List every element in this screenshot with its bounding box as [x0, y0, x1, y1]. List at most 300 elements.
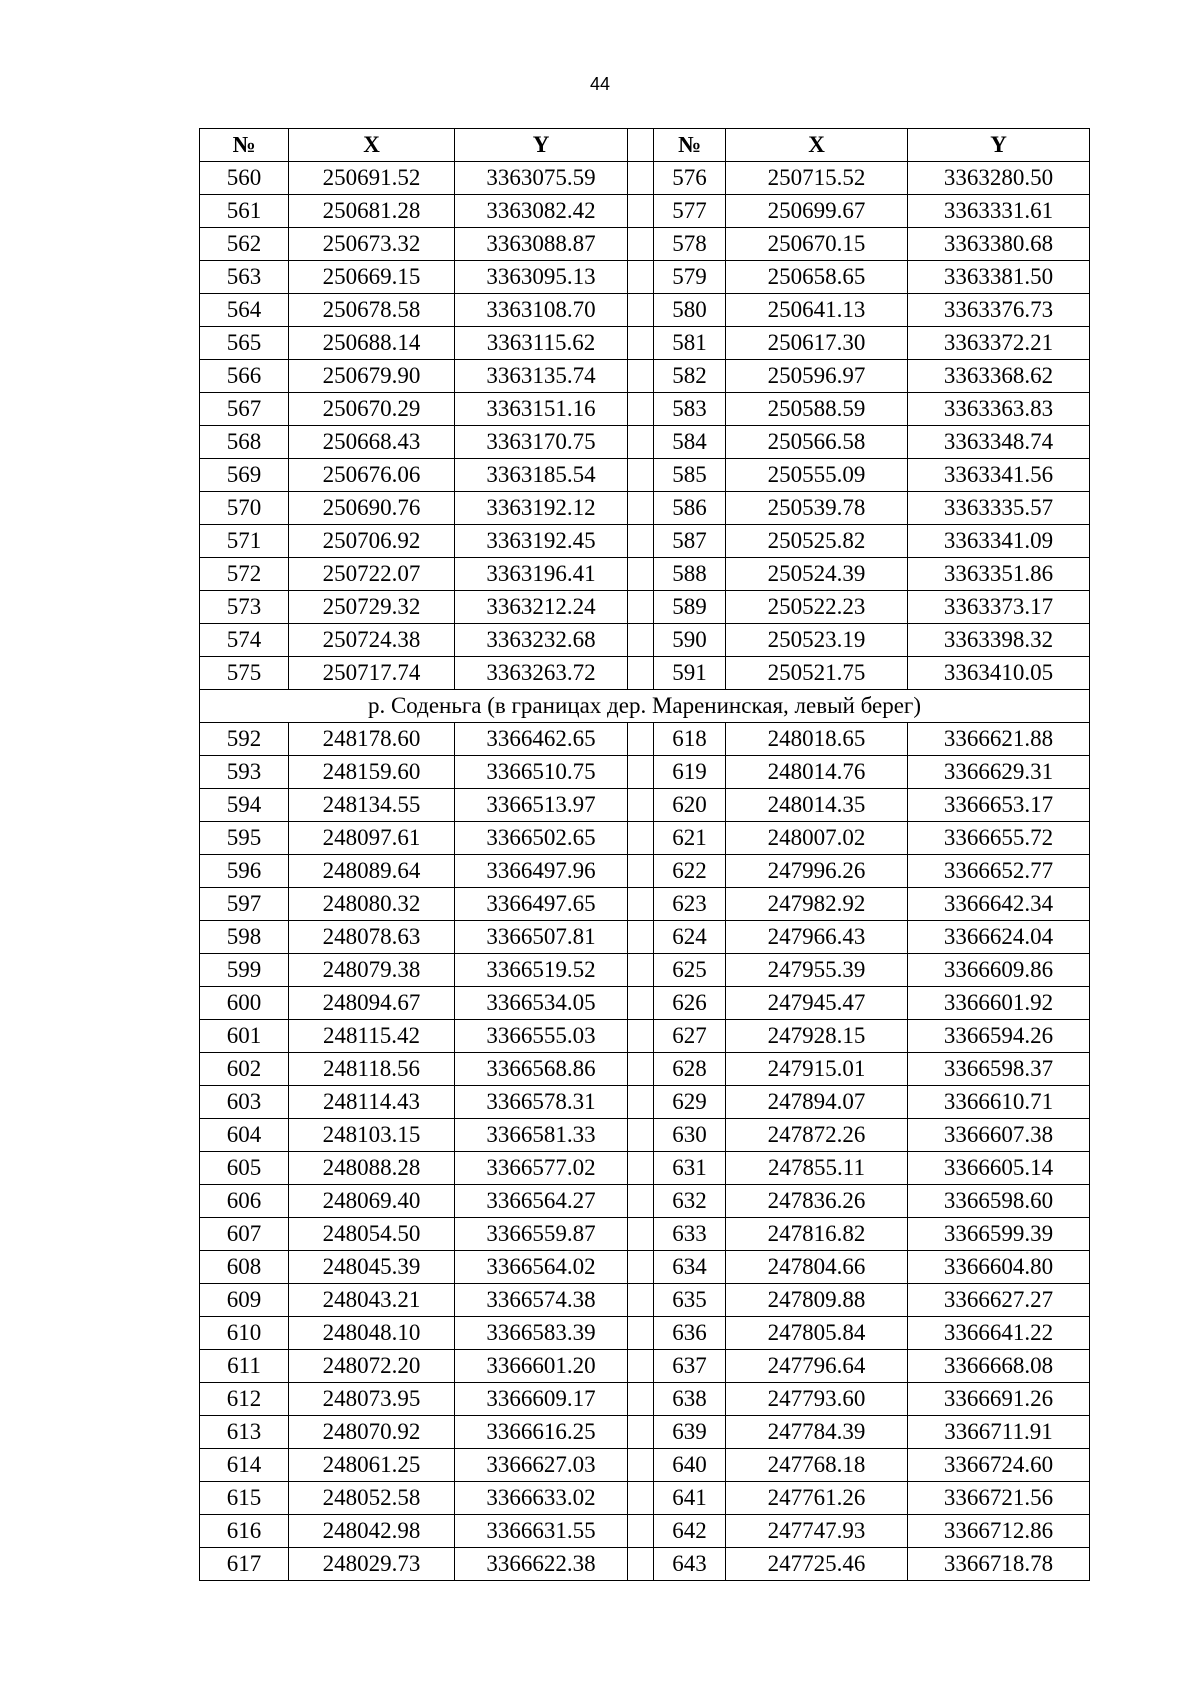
column-separator	[628, 987, 654, 1020]
cell-x-right: 250699.67	[726, 195, 908, 228]
cell-y-right: 3366598.60	[908, 1185, 1090, 1218]
cell-num-left: 616	[200, 1515, 289, 1548]
cell-y-right: 3363373.17	[908, 591, 1090, 624]
cell-x-right: 250523.19	[726, 624, 908, 657]
cell-num-left: 593	[200, 756, 289, 789]
cell-y-right: 3366627.27	[908, 1284, 1090, 1317]
cell-x-right: 247894.07	[726, 1086, 908, 1119]
cell-x-left: 248070.92	[289, 1416, 455, 1449]
cell-x-right: 248007.02	[726, 822, 908, 855]
cell-y-left: 3366564.02	[455, 1251, 628, 1284]
cell-x-left: 248159.60	[289, 756, 455, 789]
coordinates-table	[199, 128, 1090, 1581]
section-title-row	[200, 690, 1090, 723]
cell-num-left: 561	[200, 195, 289, 228]
cell-num-right: 639	[654, 1416, 726, 1449]
cell-x-left: 250681.28	[289, 195, 455, 228]
column-separator	[628, 327, 654, 360]
cell-y-left: 3363075.59	[455, 162, 628, 195]
table-row	[200, 756, 1090, 789]
cell-x-right: 250521.75	[726, 657, 908, 690]
cell-y-left: 3366497.96	[455, 855, 628, 888]
cell-y-left: 3363095.13	[455, 261, 628, 294]
column-separator	[628, 723, 654, 756]
table-row	[200, 789, 1090, 822]
column-separator	[628, 756, 654, 789]
cell-num-left: 568	[200, 426, 289, 459]
cell-x-right: 250588.59	[726, 393, 908, 426]
cell-y-left: 3363135.74	[455, 360, 628, 393]
cell-num-left: 567	[200, 393, 289, 426]
cell-num-right: 578	[654, 228, 726, 261]
column-separator	[628, 426, 654, 459]
cell-y-right: 3363363.83	[908, 393, 1090, 426]
table-row	[200, 261, 1090, 294]
column-separator	[628, 558, 654, 591]
cell-num-left: 606	[200, 1185, 289, 1218]
cell-x-left: 250673.32	[289, 228, 455, 261]
cell-num-left: 603	[200, 1086, 289, 1119]
cell-num-right: 588	[654, 558, 726, 591]
cell-num-right: 627	[654, 1020, 726, 1053]
cell-y-right: 3366609.86	[908, 954, 1090, 987]
column-separator	[628, 492, 654, 525]
cell-y-right: 3363372.21	[908, 327, 1090, 360]
table-row	[200, 822, 1090, 855]
table-row	[200, 228, 1090, 261]
column-separator	[628, 1119, 654, 1152]
cell-y-right: 3363410.05	[908, 657, 1090, 690]
cell-num-left: 602	[200, 1053, 289, 1086]
cell-x-right: 250715.52	[726, 162, 908, 195]
column-separator	[628, 195, 654, 228]
cell-x-left: 248072.20	[289, 1350, 455, 1383]
cell-x-right: 247804.66	[726, 1251, 908, 1284]
cell-y-right: 3366642.34	[908, 888, 1090, 921]
cell-x-left: 248078.63	[289, 921, 455, 954]
header-y-left: Y	[455, 129, 628, 162]
cell-x-right: 247805.84	[726, 1317, 908, 1350]
table-row	[200, 987, 1090, 1020]
table-row	[200, 393, 1090, 426]
cell-y-right: 3366668.08	[908, 1350, 1090, 1383]
cell-y-left: 3363170.75	[455, 426, 628, 459]
cell-x-left: 250722.07	[289, 558, 455, 591]
table-row	[200, 1218, 1090, 1251]
cell-num-right: 577	[654, 195, 726, 228]
cell-y-left: 3363185.54	[455, 459, 628, 492]
cell-y-left: 3366633.02	[455, 1482, 628, 1515]
cell-x-left: 248073.95	[289, 1383, 455, 1416]
cell-num-left: 612	[200, 1383, 289, 1416]
header-y-right: Y	[908, 129, 1090, 162]
cell-y-right: 3366718.78	[908, 1548, 1090, 1581]
cell-num-left: 611	[200, 1350, 289, 1383]
table-row	[200, 1482, 1090, 1515]
cell-y-left: 3363196.41	[455, 558, 628, 591]
cell-y-right: 3366594.26	[908, 1020, 1090, 1053]
cell-num-left: 607	[200, 1218, 289, 1251]
cell-num-left: 574	[200, 624, 289, 657]
column-separator	[628, 855, 654, 888]
cell-y-left: 3366568.86	[455, 1053, 628, 1086]
column-separator	[628, 393, 654, 426]
cell-num-right: 638	[654, 1383, 726, 1416]
table-row	[200, 492, 1090, 525]
cell-num-right: 631	[654, 1152, 726, 1185]
table-row	[200, 294, 1090, 327]
cell-y-left: 3366578.31	[455, 1086, 628, 1119]
column-separator	[628, 1317, 654, 1350]
table-row	[200, 888, 1090, 921]
cell-x-left: 250668.43	[289, 426, 455, 459]
cell-x-right: 250566.58	[726, 426, 908, 459]
cell-num-left: 565	[200, 327, 289, 360]
cell-x-right: 250596.97	[726, 360, 908, 393]
cell-y-left: 3366497.65	[455, 888, 628, 921]
cell-x-left: 248052.58	[289, 1482, 455, 1515]
cell-x-left: 250690.76	[289, 492, 455, 525]
cell-num-left: 575	[200, 657, 289, 690]
cell-num-right: 629	[654, 1086, 726, 1119]
cell-y-left: 3366631.55	[455, 1515, 628, 1548]
cell-x-right: 247761.26	[726, 1482, 908, 1515]
cell-x-right: 247796.64	[726, 1350, 908, 1383]
cell-num-left: 605	[200, 1152, 289, 1185]
cell-y-right: 3363376.73	[908, 294, 1090, 327]
cell-x-right: 247996.26	[726, 855, 908, 888]
cell-num-left: 604	[200, 1119, 289, 1152]
cell-y-right: 3363341.09	[908, 525, 1090, 558]
cell-x-right: 247784.39	[726, 1416, 908, 1449]
table-row	[200, 1284, 1090, 1317]
cell-num-left: 598	[200, 921, 289, 954]
cell-num-left: 594	[200, 789, 289, 822]
cell-num-right: 591	[654, 657, 726, 690]
cell-num-left: 599	[200, 954, 289, 987]
cell-y-right: 3363331.61	[908, 195, 1090, 228]
header-num-right: №	[654, 129, 726, 162]
cell-num-right: 635	[654, 1284, 726, 1317]
cell-y-right: 3363348.74	[908, 426, 1090, 459]
cell-x-right: 248014.76	[726, 756, 908, 789]
cell-y-left: 3363151.16	[455, 393, 628, 426]
table-row	[200, 1548, 1090, 1581]
column-separator	[628, 624, 654, 657]
table-row	[200, 195, 1090, 228]
cell-y-left: 3366519.52	[455, 954, 628, 987]
cell-y-left: 3366616.25	[455, 1416, 628, 1449]
cell-x-left: 248042.98	[289, 1515, 455, 1548]
cell-y-right: 3366604.80	[908, 1251, 1090, 1284]
column-separator	[628, 129, 654, 162]
cell-num-left: 613	[200, 1416, 289, 1449]
cell-y-right: 3366691.26	[908, 1383, 1090, 1416]
cell-x-right: 247747.93	[726, 1515, 908, 1548]
cell-y-right: 3366724.60	[908, 1449, 1090, 1482]
cell-x-right: 248014.35	[726, 789, 908, 822]
cell-num-right: 637	[654, 1350, 726, 1383]
column-separator	[628, 1284, 654, 1317]
cell-num-right: 590	[654, 624, 726, 657]
table-row	[200, 954, 1090, 987]
table-row	[200, 327, 1090, 360]
cell-num-left: 614	[200, 1449, 289, 1482]
cell-num-right: 628	[654, 1053, 726, 1086]
cell-y-right: 3366598.37	[908, 1053, 1090, 1086]
table-row	[200, 1152, 1090, 1185]
cell-x-left: 248045.39	[289, 1251, 455, 1284]
cell-num-right: 619	[654, 756, 726, 789]
cell-num-left: 569	[200, 459, 289, 492]
column-separator	[628, 822, 654, 855]
cell-x-left: 248115.42	[289, 1020, 455, 1053]
cell-x-right: 247836.26	[726, 1185, 908, 1218]
cell-y-right: 3366605.14	[908, 1152, 1090, 1185]
column-separator	[628, 228, 654, 261]
column-separator	[628, 921, 654, 954]
cell-y-left: 3363263.72	[455, 657, 628, 690]
cell-num-left: 610	[200, 1317, 289, 1350]
column-separator	[628, 1548, 654, 1581]
cell-y-left: 3366622.38	[455, 1548, 628, 1581]
cell-num-right: 618	[654, 723, 726, 756]
cell-y-left: 3366559.87	[455, 1218, 628, 1251]
cell-num-right: 583	[654, 393, 726, 426]
cell-x-right: 247855.11	[726, 1152, 908, 1185]
cell-num-right: 625	[654, 954, 726, 987]
cell-y-left: 3366627.03	[455, 1449, 628, 1482]
cell-x-left: 250676.06	[289, 459, 455, 492]
table-row	[200, 1416, 1090, 1449]
cell-y-right: 3363335.57	[908, 492, 1090, 525]
cell-num-left: 617	[200, 1548, 289, 1581]
column-separator	[628, 1152, 654, 1185]
cell-x-left: 250717.74	[289, 657, 455, 690]
cell-num-right: 589	[654, 591, 726, 624]
cell-y-right: 3366712.86	[908, 1515, 1090, 1548]
table-row	[200, 1317, 1090, 1350]
cell-y-left: 3366513.97	[455, 789, 628, 822]
cell-num-right: 642	[654, 1515, 726, 1548]
cell-num-right: 624	[654, 921, 726, 954]
cell-y-right: 3363341.56	[908, 459, 1090, 492]
header-x-right: X	[726, 129, 908, 162]
cell-x-left: 248054.50	[289, 1218, 455, 1251]
table-row	[200, 525, 1090, 558]
column-separator	[628, 1086, 654, 1119]
cell-y-left: 3366581.33	[455, 1119, 628, 1152]
column-separator	[628, 1383, 654, 1416]
cell-x-right: 247809.88	[726, 1284, 908, 1317]
cell-num-right: 587	[654, 525, 726, 558]
cell-x-right: 247872.26	[726, 1119, 908, 1152]
cell-num-left: 570	[200, 492, 289, 525]
cell-num-left: 571	[200, 525, 289, 558]
cell-x-left: 248079.38	[289, 954, 455, 987]
cell-x-left: 248134.55	[289, 789, 455, 822]
cell-x-left: 248048.10	[289, 1317, 455, 1350]
table-row	[200, 360, 1090, 393]
column-separator	[628, 1053, 654, 1086]
cell-num-left: 596	[200, 855, 289, 888]
cell-y-left: 3366462.65	[455, 723, 628, 756]
cell-x-right: 247793.60	[726, 1383, 908, 1416]
cell-y-right: 3363351.86	[908, 558, 1090, 591]
cell-num-left: 566	[200, 360, 289, 393]
table-row	[200, 1350, 1090, 1383]
cell-y-left: 3363192.12	[455, 492, 628, 525]
cell-x-left: 248043.21	[289, 1284, 455, 1317]
cell-x-left: 250679.90	[289, 360, 455, 393]
column-separator	[628, 888, 654, 921]
column-separator	[628, 1515, 654, 1548]
column-separator	[628, 162, 654, 195]
cell-y-left: 3366577.02	[455, 1152, 628, 1185]
cell-x-right: 250522.23	[726, 591, 908, 624]
cell-y-right: 3366610.71	[908, 1086, 1090, 1119]
cell-num-right: 643	[654, 1548, 726, 1581]
cell-y-right: 3366655.72	[908, 822, 1090, 855]
cell-num-right: 621	[654, 822, 726, 855]
cell-x-right: 250670.15	[726, 228, 908, 261]
cell-num-right: 626	[654, 987, 726, 1020]
cell-x-right: 247966.43	[726, 921, 908, 954]
cell-num-right: 633	[654, 1218, 726, 1251]
cell-y-left: 3363115.62	[455, 327, 628, 360]
cell-y-right: 3366621.88	[908, 723, 1090, 756]
cell-num-left: 609	[200, 1284, 289, 1317]
cell-num-right: 634	[654, 1251, 726, 1284]
column-separator	[628, 657, 654, 690]
cell-y-left: 3366601.20	[455, 1350, 628, 1383]
cell-num-right: 582	[654, 360, 726, 393]
cell-x-left: 248094.67	[289, 987, 455, 1020]
cell-y-left: 3366555.03	[455, 1020, 628, 1053]
cell-num-right: 580	[654, 294, 726, 327]
cell-num-right: 636	[654, 1317, 726, 1350]
table-row	[200, 1086, 1090, 1119]
table-row	[200, 1515, 1090, 1548]
cell-x-left: 250678.58	[289, 294, 455, 327]
cell-x-left: 248029.73	[289, 1548, 455, 1581]
cell-x-right: 247915.01	[726, 1053, 908, 1086]
cell-x-right: 250524.39	[726, 558, 908, 591]
cell-x-left: 248178.60	[289, 723, 455, 756]
header-num-left: №	[200, 129, 289, 162]
cell-y-right: 3366721.56	[908, 1482, 1090, 1515]
column-separator	[628, 294, 654, 327]
cell-x-right: 250641.13	[726, 294, 908, 327]
cell-x-right: 247816.82	[726, 1218, 908, 1251]
column-separator	[628, 459, 654, 492]
table-row	[200, 162, 1090, 195]
cell-y-right: 3363368.62	[908, 360, 1090, 393]
column-separator	[628, 1251, 654, 1284]
header-row	[200, 129, 1090, 162]
column-separator	[628, 1416, 654, 1449]
cell-x-right: 250658.65	[726, 261, 908, 294]
cell-num-left: 564	[200, 294, 289, 327]
cell-x-left: 248069.40	[289, 1185, 455, 1218]
page-number: 44	[589, 74, 611, 94]
cell-x-left: 248097.61	[289, 822, 455, 855]
cell-num-left: 592	[200, 723, 289, 756]
table-row	[200, 558, 1090, 591]
table-row	[200, 855, 1090, 888]
cell-y-right: 3366711.91	[908, 1416, 1090, 1449]
cell-num-right: 584	[654, 426, 726, 459]
cell-num-right: 576	[654, 162, 726, 195]
table-row	[200, 723, 1090, 756]
column-separator	[628, 591, 654, 624]
cell-x-left: 250706.92	[289, 525, 455, 558]
cell-num-left: 601	[200, 1020, 289, 1053]
column-separator	[628, 360, 654, 393]
cell-y-right: 3366653.17	[908, 789, 1090, 822]
cell-x-right: 250539.78	[726, 492, 908, 525]
cell-x-right: 247725.46	[726, 1548, 908, 1581]
column-separator	[628, 1218, 654, 1251]
section-title: р. Соденьга (в границах дер. Маренинская, левый берег)	[200, 690, 1090, 723]
cell-y-left: 3363192.45	[455, 525, 628, 558]
cell-x-left: 248088.28	[289, 1152, 455, 1185]
table-row	[200, 426, 1090, 459]
cell-y-left: 3366507.81	[455, 921, 628, 954]
cell-num-right: 632	[654, 1185, 726, 1218]
column-separator	[628, 789, 654, 822]
cell-y-left: 3366583.39	[455, 1317, 628, 1350]
table-row	[200, 1251, 1090, 1284]
cell-num-left: 608	[200, 1251, 289, 1284]
table-row	[200, 1449, 1090, 1482]
cell-num-left: 597	[200, 888, 289, 921]
cell-x-left: 250688.14	[289, 327, 455, 360]
cell-x-left: 250729.32	[289, 591, 455, 624]
cell-y-left: 3363082.42	[455, 195, 628, 228]
cell-num-left: 562	[200, 228, 289, 261]
table-row	[200, 657, 1090, 690]
cell-y-left: 3366574.38	[455, 1284, 628, 1317]
cell-x-left: 248118.56	[289, 1053, 455, 1086]
cell-num-right: 620	[654, 789, 726, 822]
cell-num-right: 623	[654, 888, 726, 921]
cell-y-right: 3366629.31	[908, 756, 1090, 789]
cell-x-left: 250670.29	[289, 393, 455, 426]
cell-x-left: 248103.15	[289, 1119, 455, 1152]
cell-x-right: 247768.18	[726, 1449, 908, 1482]
cell-num-left: 615	[200, 1482, 289, 1515]
table-row	[200, 1020, 1090, 1053]
table-row	[200, 459, 1090, 492]
column-separator	[628, 1449, 654, 1482]
cell-num-left: 572	[200, 558, 289, 591]
column-separator	[628, 261, 654, 294]
cell-y-right: 3366601.92	[908, 987, 1090, 1020]
table-row	[200, 624, 1090, 657]
cell-y-left: 3366510.75	[455, 756, 628, 789]
cell-x-right: 247982.92	[726, 888, 908, 921]
cell-x-right: 247945.47	[726, 987, 908, 1020]
cell-num-right: 586	[654, 492, 726, 525]
cell-num-left: 595	[200, 822, 289, 855]
cell-num-right: 640	[654, 1449, 726, 1482]
cell-y-right: 3366599.39	[908, 1218, 1090, 1251]
cell-x-left: 248080.32	[289, 888, 455, 921]
cell-y-right: 3363381.50	[908, 261, 1090, 294]
cell-y-right: 3366607.38	[908, 1119, 1090, 1152]
table-row	[200, 591, 1090, 624]
